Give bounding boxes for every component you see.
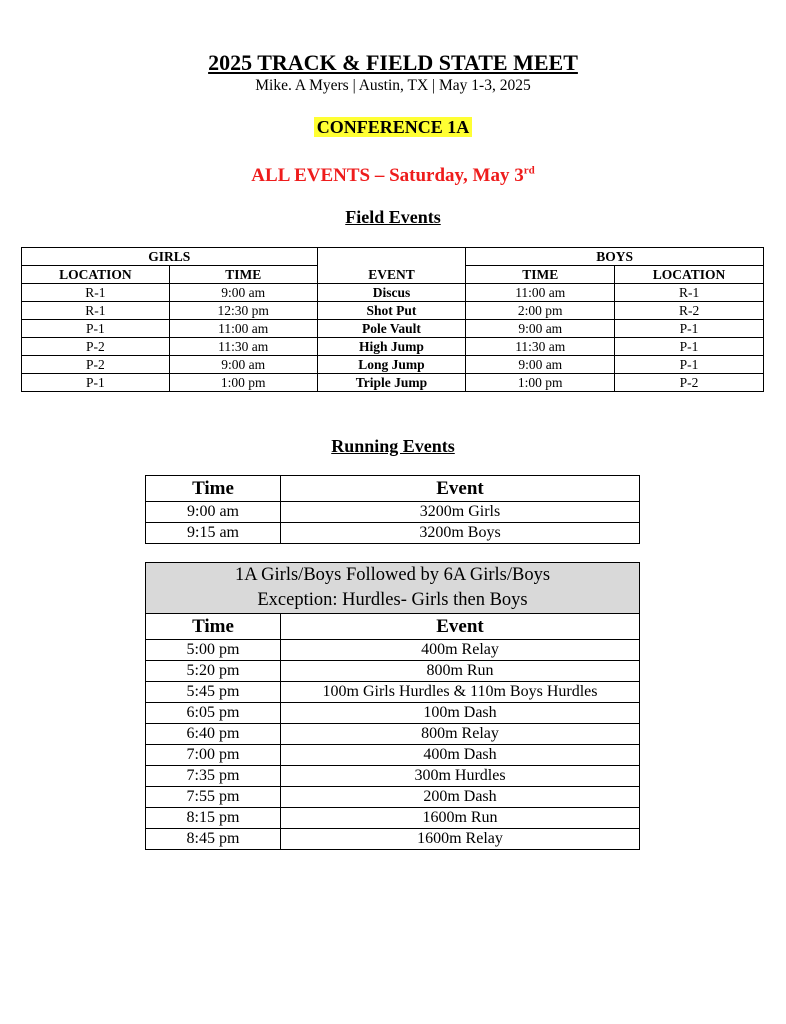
- event-name: High Jump: [317, 338, 466, 356]
- table-row: [146, 682, 640, 703]
- event-name: 1600m Run: [281, 808, 640, 829]
- boys-location: R-2: [615, 302, 764, 320]
- all-events-text: ALL EVENTS – Saturday, May 3: [251, 165, 524, 186]
- girls-time: 11:30 am: [169, 338, 317, 356]
- running-events-title: Running Events: [331, 436, 455, 456]
- conference-label-wrap: [0, 116, 786, 138]
- girls-location: P-2: [22, 356, 170, 374]
- event-time: 7:00 pm: [146, 745, 281, 766]
- boys-location: R-1: [615, 284, 764, 302]
- table-row: [146, 808, 640, 829]
- table-row: [146, 502, 640, 523]
- event-name: 400m Relay: [281, 640, 640, 661]
- event-name: 100m Dash: [281, 703, 640, 724]
- girls-time-header: TIME: [169, 266, 317, 284]
- event-time: 8:45 pm: [146, 829, 281, 850]
- girls-header: GIRLS: [22, 248, 318, 266]
- time-header: Time: [146, 614, 281, 640]
- event-name: 1600m Relay: [281, 829, 640, 850]
- boys-time-header: TIME: [466, 266, 615, 284]
- field-event-row: [22, 374, 764, 392]
- boys-time: 2:00 pm: [466, 302, 615, 320]
- distance-events-table: [145, 475, 640, 544]
- boys-location: P-1: [615, 320, 764, 338]
- event-time: 9:15 am: [146, 523, 281, 544]
- table-row: [146, 523, 640, 544]
- field-group-header-row: [22, 248, 764, 266]
- event-time: 5:00 pm: [146, 640, 281, 661]
- event-name: Pole Vault: [317, 320, 466, 338]
- event-time: 7:35 pm: [146, 766, 281, 787]
- field-event-row: [22, 302, 764, 320]
- boys-location-header: LOCATION: [615, 266, 764, 284]
- boys-time: 9:00 am: [466, 320, 615, 338]
- girls-time: 11:00 am: [169, 320, 317, 338]
- meet-subtitle: Mike. A Myers | Austin, TX | May 1-3, 2025: [255, 77, 531, 94]
- all-events-ordinal: rd: [523, 164, 535, 177]
- event-time: 5:45 pm: [146, 682, 281, 703]
- event-group-spacer: [317, 248, 466, 266]
- event-name: Discus: [317, 284, 466, 302]
- banner-line-1: 1A Girls/Boys Followed by 6A Girls/Boys: [234, 565, 551, 585]
- table-row: [146, 829, 640, 850]
- event-name: 3200m Boys: [281, 523, 640, 544]
- finals-events-table: [145, 562, 640, 850]
- event-name: Long Jump: [317, 356, 466, 374]
- field-events-title: Field Events: [345, 207, 441, 227]
- field-event-row: [22, 338, 764, 356]
- event-name: 300m Hurdles: [281, 766, 640, 787]
- boys-time: 11:00 am: [466, 284, 615, 302]
- girls-location: R-1: [22, 302, 170, 320]
- event-name: 800m Relay: [281, 724, 640, 745]
- boys-time: 9:00 am: [466, 356, 615, 374]
- field-event-row: [22, 284, 764, 302]
- finals-banner: [146, 563, 640, 614]
- boys-header: BOYS: [466, 248, 764, 266]
- girls-location: P-1: [22, 320, 170, 338]
- boys-location: P-1: [615, 338, 764, 356]
- finals-header-row: [146, 614, 640, 640]
- distance-header-row: [146, 476, 640, 502]
- conference-label: CONFERENCE 1A: [314, 117, 473, 137]
- table-row: [146, 787, 640, 808]
- event-time: 5:20 pm: [146, 661, 281, 682]
- event-time: 6:05 pm: [146, 703, 281, 724]
- event-name: 800m Run: [281, 661, 640, 682]
- girls-time: 9:00 am: [169, 284, 317, 302]
- event-name: Shot Put: [317, 302, 466, 320]
- time-header: Time: [146, 476, 281, 502]
- girls-location: P-2: [22, 338, 170, 356]
- field-event-row: [22, 320, 764, 338]
- event-name: 200m Dash: [281, 787, 640, 808]
- table-row: [146, 703, 640, 724]
- girls-location-header: LOCATION: [22, 266, 170, 284]
- event-time: 7:55 pm: [146, 787, 281, 808]
- event-time: 9:00 am: [146, 502, 281, 523]
- girls-location: P-1: [22, 374, 170, 392]
- table-row: [146, 640, 640, 661]
- boys-location: P-1: [615, 356, 764, 374]
- field-event-row: [22, 356, 764, 374]
- event-name: Triple Jump: [317, 374, 466, 392]
- event-name: 400m Dash: [281, 745, 640, 766]
- event-header: Event: [281, 476, 640, 502]
- girls-time: 12:30 pm: [169, 302, 317, 320]
- boys-time: 1:00 pm: [466, 374, 615, 392]
- girls-location: R-1: [22, 284, 170, 302]
- event-name: 100m Girls Hurdles & 110m Boys Hurdles: [281, 682, 640, 703]
- girls-time: 9:00 am: [169, 356, 317, 374]
- event-header: Event: [281, 614, 640, 640]
- all-events-date: [0, 164, 786, 188]
- table-row: [146, 745, 640, 766]
- boys-time: 11:30 am: [466, 338, 615, 356]
- event-name: 3200m Girls: [281, 502, 640, 523]
- banner-line-2: Exception: Hurdles- Girls then Boys: [257, 590, 528, 610]
- event-time: 6:40 pm: [146, 724, 281, 745]
- field-column-header-row: [22, 266, 764, 284]
- page-title: 2025 TRACK & FIELD STATE MEET: [208, 50, 578, 75]
- table-row: [146, 766, 640, 787]
- field-events-table: [21, 247, 764, 392]
- boys-location: P-2: [615, 374, 764, 392]
- event-header: EVENT: [317, 266, 466, 284]
- table-row: [146, 661, 640, 682]
- event-time: 8:15 pm: [146, 808, 281, 829]
- table-row: [146, 724, 640, 745]
- girls-time: 1:00 pm: [169, 374, 317, 392]
- finals-banner-row: [146, 563, 640, 614]
